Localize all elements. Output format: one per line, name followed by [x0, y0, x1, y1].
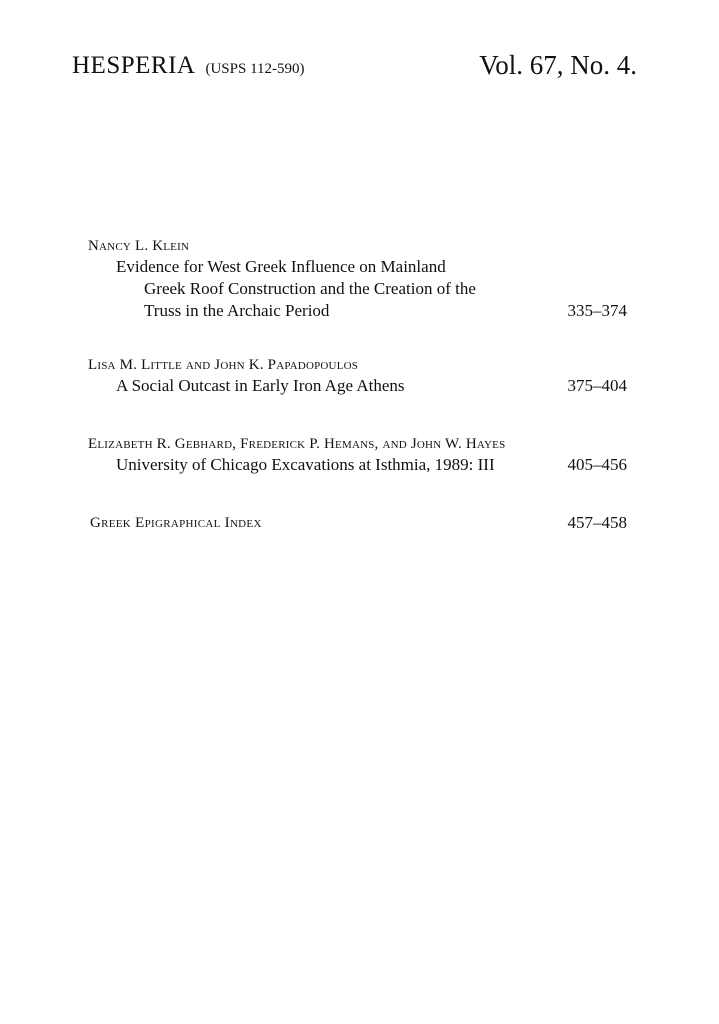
entry-title-line: A Social Outcast in Early Iron Age Athens: [116, 376, 405, 395]
toc-entry: [88, 434, 627, 476]
entry-authors: Nancy L. Klein: [88, 238, 190, 254]
volume-issue: Vol. 67, No. 4.: [479, 50, 637, 80]
entry-pages: 405–456: [567, 455, 627, 474]
entry-title: [88, 454, 627, 476]
entry-title-line: Truss in the Archaic Period: [144, 301, 330, 320]
index-entry-label: Greek Epigraphical Index: [90, 515, 262, 531]
journal-title: HESPERIA: [72, 52, 196, 79]
entry-title-line: University of Chicago Excavations at Isthmia, 1989: III: [116, 455, 495, 474]
entry-title: [88, 375, 627, 397]
journal-header: [72, 52, 305, 80]
toc-entry: [88, 355, 627, 397]
entry-title-line: Greek Roof Construction and the Creation of the: [144, 279, 476, 298]
entry-pages: 335–374: [567, 301, 627, 320]
toc-entry: [88, 236, 627, 322]
usps-number: (USPS 112-590): [205, 61, 305, 77]
entry-authors: Lisa M. Little and John K. Papadopoulos: [88, 357, 359, 373]
entry-title-line: Evidence for West Greek Influence on Mainland: [116, 257, 446, 276]
entry-pages: 375–404: [567, 376, 627, 395]
index-entry-pages: 457–458: [567, 513, 627, 532]
entry-authors: Elizabeth R. Gebhard, Frederick P. Hemans, and John W. Hayes: [88, 436, 506, 452]
toc-index-entry: [88, 512, 627, 534]
index-entry-row: [88, 512, 627, 534]
entry-title: [88, 256, 627, 322]
